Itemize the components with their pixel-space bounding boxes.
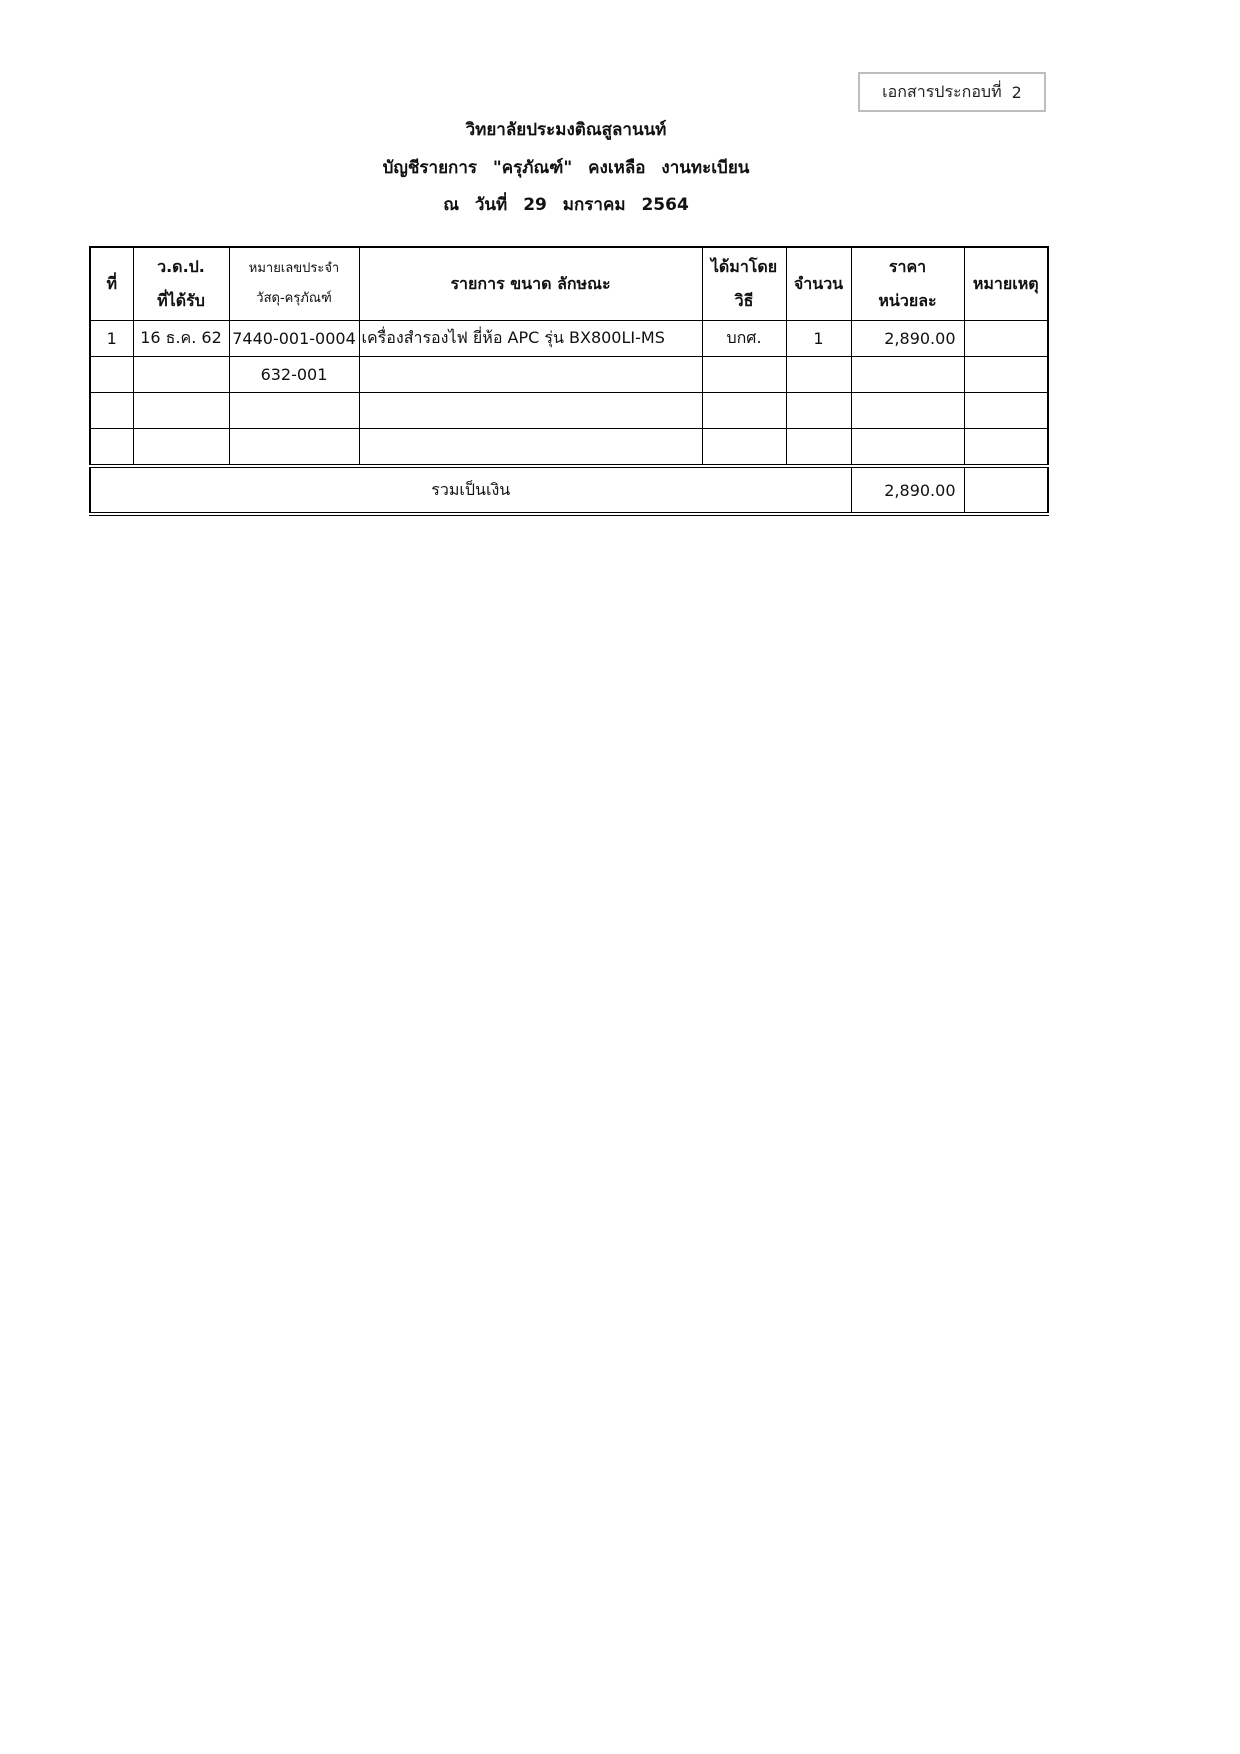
cell-remark [964,357,1048,393]
col-description: รายการ ขนาด ลักษณะ [359,247,702,321]
cell-quantity [786,429,851,467]
col-price-line1: ราคา [888,257,927,276]
total-label: รวมเป็นเงิน [90,466,851,514]
total-remark [964,466,1048,514]
col-price [851,247,964,321]
table-row [90,321,1048,357]
cell-no: 1 [90,321,133,357]
cell-remark [964,393,1048,429]
list-title [0,154,1132,181]
cell-price [851,357,964,393]
col-date-line2: ที่ได้รับ [157,291,205,310]
total-row [90,466,1048,514]
table-row [90,429,1048,467]
cell-method [702,429,786,467]
date-month: มกราคม [562,195,626,215]
attachment-label: เอกสารประกอบที่ [882,81,1002,101]
col-code [229,247,359,321]
date-day: 29 [523,195,547,215]
cell-price [851,429,964,467]
attachment-number: 2 [1011,82,1022,102]
cell-date [133,429,229,467]
cell-no [90,429,133,467]
college-name: วิทยาลัยประมงติณสูลานนท์ [465,120,667,140]
cell-code [229,393,359,429]
col-quantity: จำนวน [786,247,851,321]
list-item: "ครุภัณฑ์" [492,158,573,178]
cell-quantity: 1 [786,321,851,357]
cell-method [702,393,786,429]
cell-code: 632-001 [229,357,359,393]
cell-description: เครื่องสำรองไฟ ยี่ห้อ APC รุ่น BX800LI-MS [359,321,702,357]
col-code-line2: วัสดุ-ครุภัณฑ์ [256,291,332,306]
col-price-line2: หน่วยละ [878,291,937,310]
cell-description [359,357,702,393]
date-word: วันที่ [474,195,508,215]
cell-price [851,393,964,429]
cell-remark [964,429,1048,467]
list-status: คงเหลือ [588,158,646,178]
col-date-line1: ว.ด.ป. [157,257,205,276]
col-method [702,247,786,321]
list-dept: งานทะเบียน [661,158,750,178]
cell-price: 2,890.00 [851,321,964,357]
inventory-table [89,246,1049,516]
cell-date [133,393,229,429]
cell-no [90,393,133,429]
cell-description [359,429,702,467]
col-code-line1: หมายเลขประจำ [248,261,340,276]
table-row [90,393,1048,429]
col-no: ที่ [90,247,133,321]
cell-quantity [786,357,851,393]
table-row [90,357,1048,393]
col-method-line1: ได้มาโดย [710,257,778,276]
cell-date [133,357,229,393]
cell-method: บกศ. [702,321,786,357]
cell-no [90,357,133,393]
cell-method [702,357,786,393]
cell-remark [964,321,1048,357]
date-year: 2564 [641,195,689,215]
col-date [133,247,229,321]
table-header-row [90,247,1048,321]
col-method-line2: วิธี [734,291,754,310]
cell-date: 16 ธ.ค. 62 [133,321,229,357]
college-title [0,116,1132,143]
cell-quantity [786,393,851,429]
cell-description [359,393,702,429]
attachment-label-box [858,72,1046,112]
date-prefix: ณ [443,195,459,215]
total-value: 2,890.00 [851,466,964,514]
cell-code: 7440-001-0004 [229,321,359,357]
col-remark: หมายเหตุ [964,247,1048,321]
list-prefix: บัญชีรายการ [382,158,477,178]
cell-code [229,429,359,467]
date-title [0,191,1132,218]
